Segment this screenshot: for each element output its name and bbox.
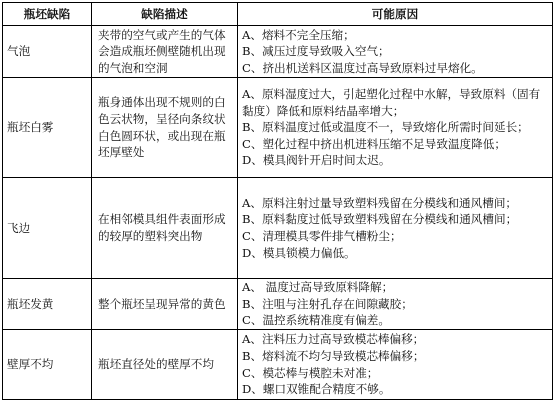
table-row (3, 178, 553, 279)
defect-name: 飞边 (3, 178, 92, 279)
cause-item: C、挤出机送料区温度过高导致原料过早熔化。 (242, 60, 483, 75)
cause-item: A、 温度过高导致原料降解； (242, 280, 394, 295)
table-row (3, 26, 553, 78)
cause-item: B、原料温度过低或温度不一，导致熔化所需时间延长； (242, 120, 529, 135)
possible-causes (238, 26, 553, 78)
possible-causes (238, 330, 553, 400)
defect-description: 在相邻模具组件表面形成的较厚的塑料突出物 (92, 178, 238, 279)
possible-causes (238, 178, 553, 279)
defect-description: 夹带的空气或产生的气体会造成瓶坯侧壁随机出现的气泡和空洞 (92, 26, 238, 78)
defect-name: 瓶坯发黄 (3, 279, 92, 330)
defect-description: 整个瓶坯呈现异常的黄色 (92, 279, 238, 330)
cause-item: B、原料黏度过低导致塑料残留在分模线和通风槽间； (242, 212, 518, 227)
cause-item: C、模芯棒与模腔未对准； (242, 365, 379, 380)
table-row (3, 78, 553, 178)
defect-description: 瓶坯直径处的壁厚不均 (92, 330, 238, 400)
cause-item: A、熔料不完全压缩； (242, 27, 355, 42)
table-row (3, 279, 553, 330)
cause-item: D、螺口双锥配合精度不够。 (242, 382, 391, 397)
table-row (3, 330, 553, 400)
defect-table-container (2, 2, 552, 400)
cause-item: B、减压过度导致吸入空气； (242, 44, 390, 59)
header-causes: 可能原因 (238, 3, 553, 26)
cause-item: A、原料湿度过大，引起塑化过程中水解，导致原料（固有黏度）降低和原料结晶率增大； (242, 87, 541, 118)
possible-causes (238, 279, 553, 330)
header-defect: 瓶坯缺陷 (3, 3, 92, 26)
cause-item: B、注咀与注射孔存在间隙藏胶； (242, 296, 413, 311)
defect-name: 壁厚不均 (3, 330, 92, 400)
cause-item: C、清理模具零件排气槽粉尘； (242, 229, 402, 243)
cause-item: D、模具阀针开启时间太迟。 (242, 153, 391, 168)
preform-defect-table (2, 2, 553, 400)
cause-item: C、塑化过程中挤出机进料压缩不足导致温度降低； (242, 136, 506, 151)
cause-item: A、注料压力过高导致模芯棒偏移； (242, 332, 425, 347)
possible-causes (238, 78, 553, 178)
defect-description: 瓶身通体出现不规则的白色云状物，呈径向条纹状白色圆环状，或出现在瓶坯厚壁处 (92, 78, 238, 178)
defect-name: 气泡 (3, 26, 92, 78)
cause-item: B、熔料流不均匀导致模芯棒偏移； (242, 348, 425, 363)
defect-name: 瓶坯白雾 (3, 78, 92, 178)
cause-item: C、温控系统精准度有偏差。 (242, 313, 390, 328)
cause-item: D、模具锁模力偏低。 (242, 245, 356, 260)
table-header-row (3, 3, 553, 26)
cause-item: A、原料注射过量导致塑料残留在分模线和通风槽间； (242, 195, 518, 210)
header-description: 缺陷描述 (92, 3, 238, 26)
